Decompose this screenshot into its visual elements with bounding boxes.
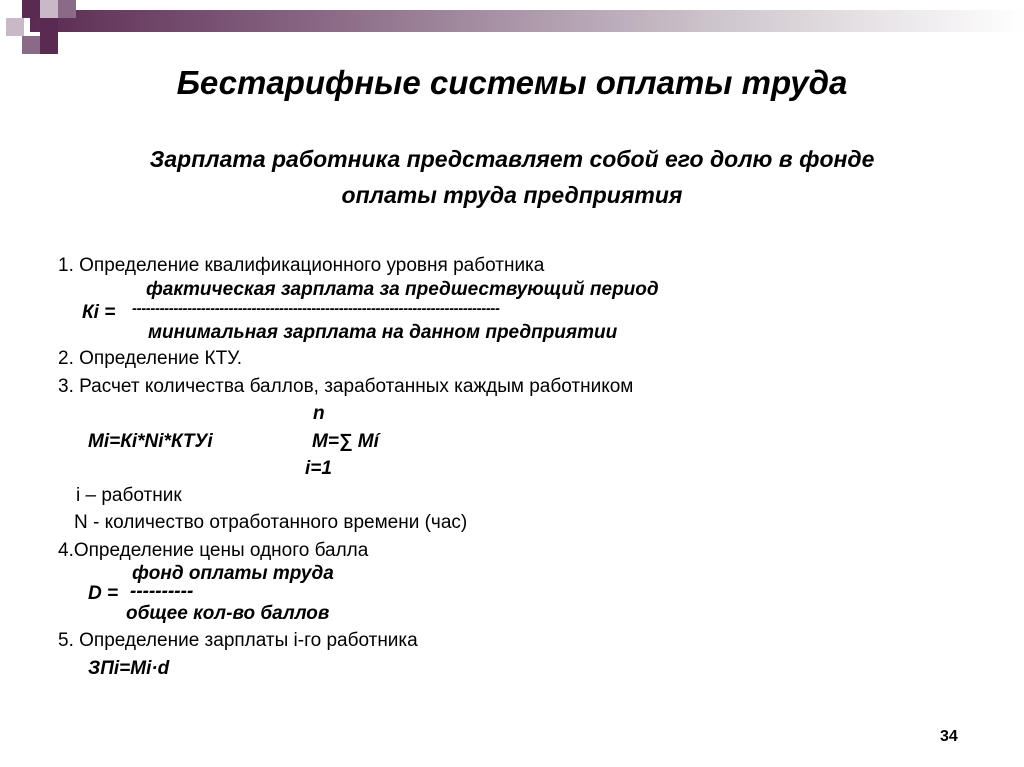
slide-title: Бестарифные системы оплаты труда: [176, 64, 848, 101]
decor-square: [40, 18, 58, 36]
d-formula-lhs: D =: [88, 583, 124, 604]
ki-formula-lhs: Кi =: [82, 302, 121, 323]
ki-formula-denominator: минимальная зарплата на данном предприятии: [148, 322, 618, 343]
subtitle-line-1: Зарплата работника представляет собой его долю в фонде: [149, 146, 875, 172]
step-5-text: 5. Определение зарплаты i-го работника: [58, 630, 418, 651]
decor-square: [40, 36, 58, 54]
legend-n: N - количество отработанного времени (час): [74, 512, 468, 533]
mi-formula: Мi=Кi*Ni*КТУi: [88, 431, 213, 452]
legend-i: i – работник: [76, 485, 182, 506]
d-formula-denominator: общее кол-во баллов: [126, 603, 330, 624]
decor-square: [6, 18, 24, 36]
decor-square: [40, 0, 58, 18]
decor-square: [22, 0, 40, 18]
decor-square: [58, 0, 76, 18]
subtitle-line-2: оплаты труда предприятия: [341, 182, 683, 208]
sum-lower-limit: i=1: [305, 458, 332, 479]
sum-upper-limit: n: [313, 403, 325, 424]
step-1-text: 1. Определение квалификационного уровня работника: [58, 255, 545, 276]
d-formula-numerator: фонд оплаты труда: [132, 563, 334, 584]
d-formula-fraction-line: ----------: [130, 581, 194, 602]
m-sum-formula: М=∑ Мí: [312, 431, 379, 452]
decor-square: [22, 36, 40, 54]
page-number: 34: [940, 728, 958, 745]
step-3-text: 3. Расчет количества баллов, заработанных каждым работником: [58, 376, 634, 397]
header-gradient-bar: [30, 10, 1024, 32]
ki-formula-numerator: фактическая зарплата за предшествующий период: [146, 279, 659, 300]
ki-formula-fraction-line: --------------------------------------------------------------------------------: [132, 300, 500, 317]
step-2-text: 2. Определение КТУ.: [58, 348, 243, 369]
zp-formula: ЗПi=Мi·d: [88, 658, 170, 679]
step-4-text: 4.Определение цены одного балла: [58, 540, 369, 561]
